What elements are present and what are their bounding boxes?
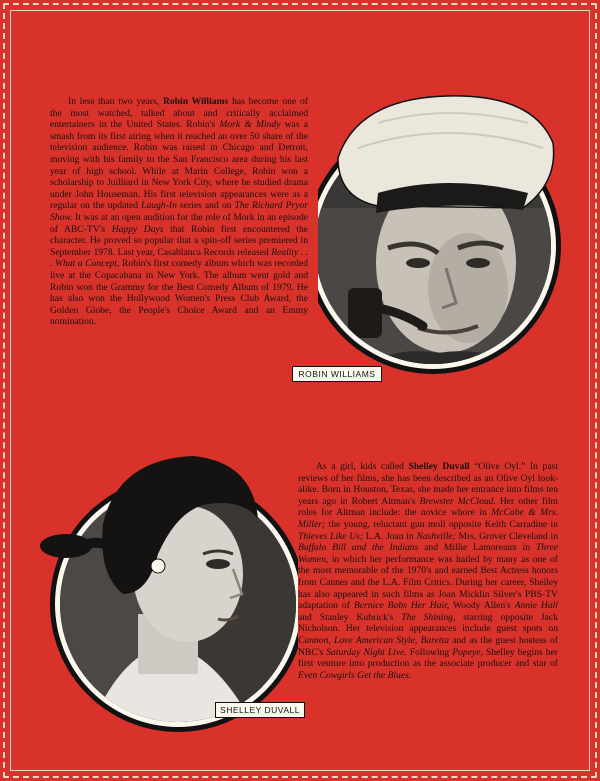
shelley-duvall-photo — [28, 444, 298, 734]
robin-williams-photo — [318, 88, 568, 388]
shelley-duvall-bio-text: As a girl, kids called Shelley Duvall “Olive Oyl.” In past reviews of her films, she has been described as an Olive Oyl look-alike. Born in Houston, Texas, she made her entrance into films ten years ago in Robert Altman's Brewster McCloud. Her other film roles for Altman include: the novice whore in McCabe & Mrs. Miller; the young, reluctant gun moll opposite Keith Carradine in Thieves Like Us; L.A. Joan in Nashville; Mrs. Grover Cleveland in Buffalo Bill and the Indians and Millie Lamoreaux in Three Women, in which her performance was hailed by many as one of the most memorable of the 1970's and earned Best Actress honors from Cannes and the L.A. Film Critics. During her career, Shelley has also appeared in such films as Joan Micklin Silver's PBS-TV adaptation of Bernice Bobs Her Hair, Woody Allen's Annie Hall and Stanley Kubrick's The Shining, starring opposite Jack Nicholson. Her television appearances include guest spots on Cannon, Love American Style, Baretta and as the guest hostess of NBC's Saturday Night Live. Following Popeye, Shelley begins her first venture into production as the associate producer and star of Even Cowgirls Get the Blues. — [298, 461, 558, 681]
robin-williams-bio — [50, 96, 308, 328]
robin-williams-bio-text: In less than two years, Robin Williams has become one of the most watched, talked about and critically acclaimed entertainers in the United States. Robin's Mork & Mindy was a smash from its first airing when it reached an over 50 share of the television audience. Robin was raised in Chicago and Detroit, moving with his family to the San Francisco area during his last year of high school. While at Marin College, Robin won a scholarship to Juilliard in New York City, where he studied drama under John Houseman. His first television appearances were as a regular on the updated Laugh-In series and on The Richard Pryor Show. It was at an open audition for the role of Mork in an episode of ABC-TV's Happy Days that Robin first encountered the character. He proved so popular that a spin-off series premiered in September 1978. Last year, Casablanca Records released Reality . . . What a Concept, Robin's first comedy album which was recorded live at the Copacabana in New York. The album went gold and Robin won the Grammy for the Best Comedy Album of 1979. He has also won the Hollywood Women's Press Club Award, the Golden Globe, the People's Choice Award and an Emmy nomination. — [50, 96, 309, 328]
shelley-duvall-caption: SHELLEY DUVALL — [215, 702, 305, 718]
shelley-duvall-portrait — [28, 444, 298, 734]
robin-williams-caption: ROBIN WILLIAMS — [292, 366, 382, 382]
robin-williams-portrait — [318, 88, 568, 388]
shelley-duvall-bio — [298, 461, 558, 681]
